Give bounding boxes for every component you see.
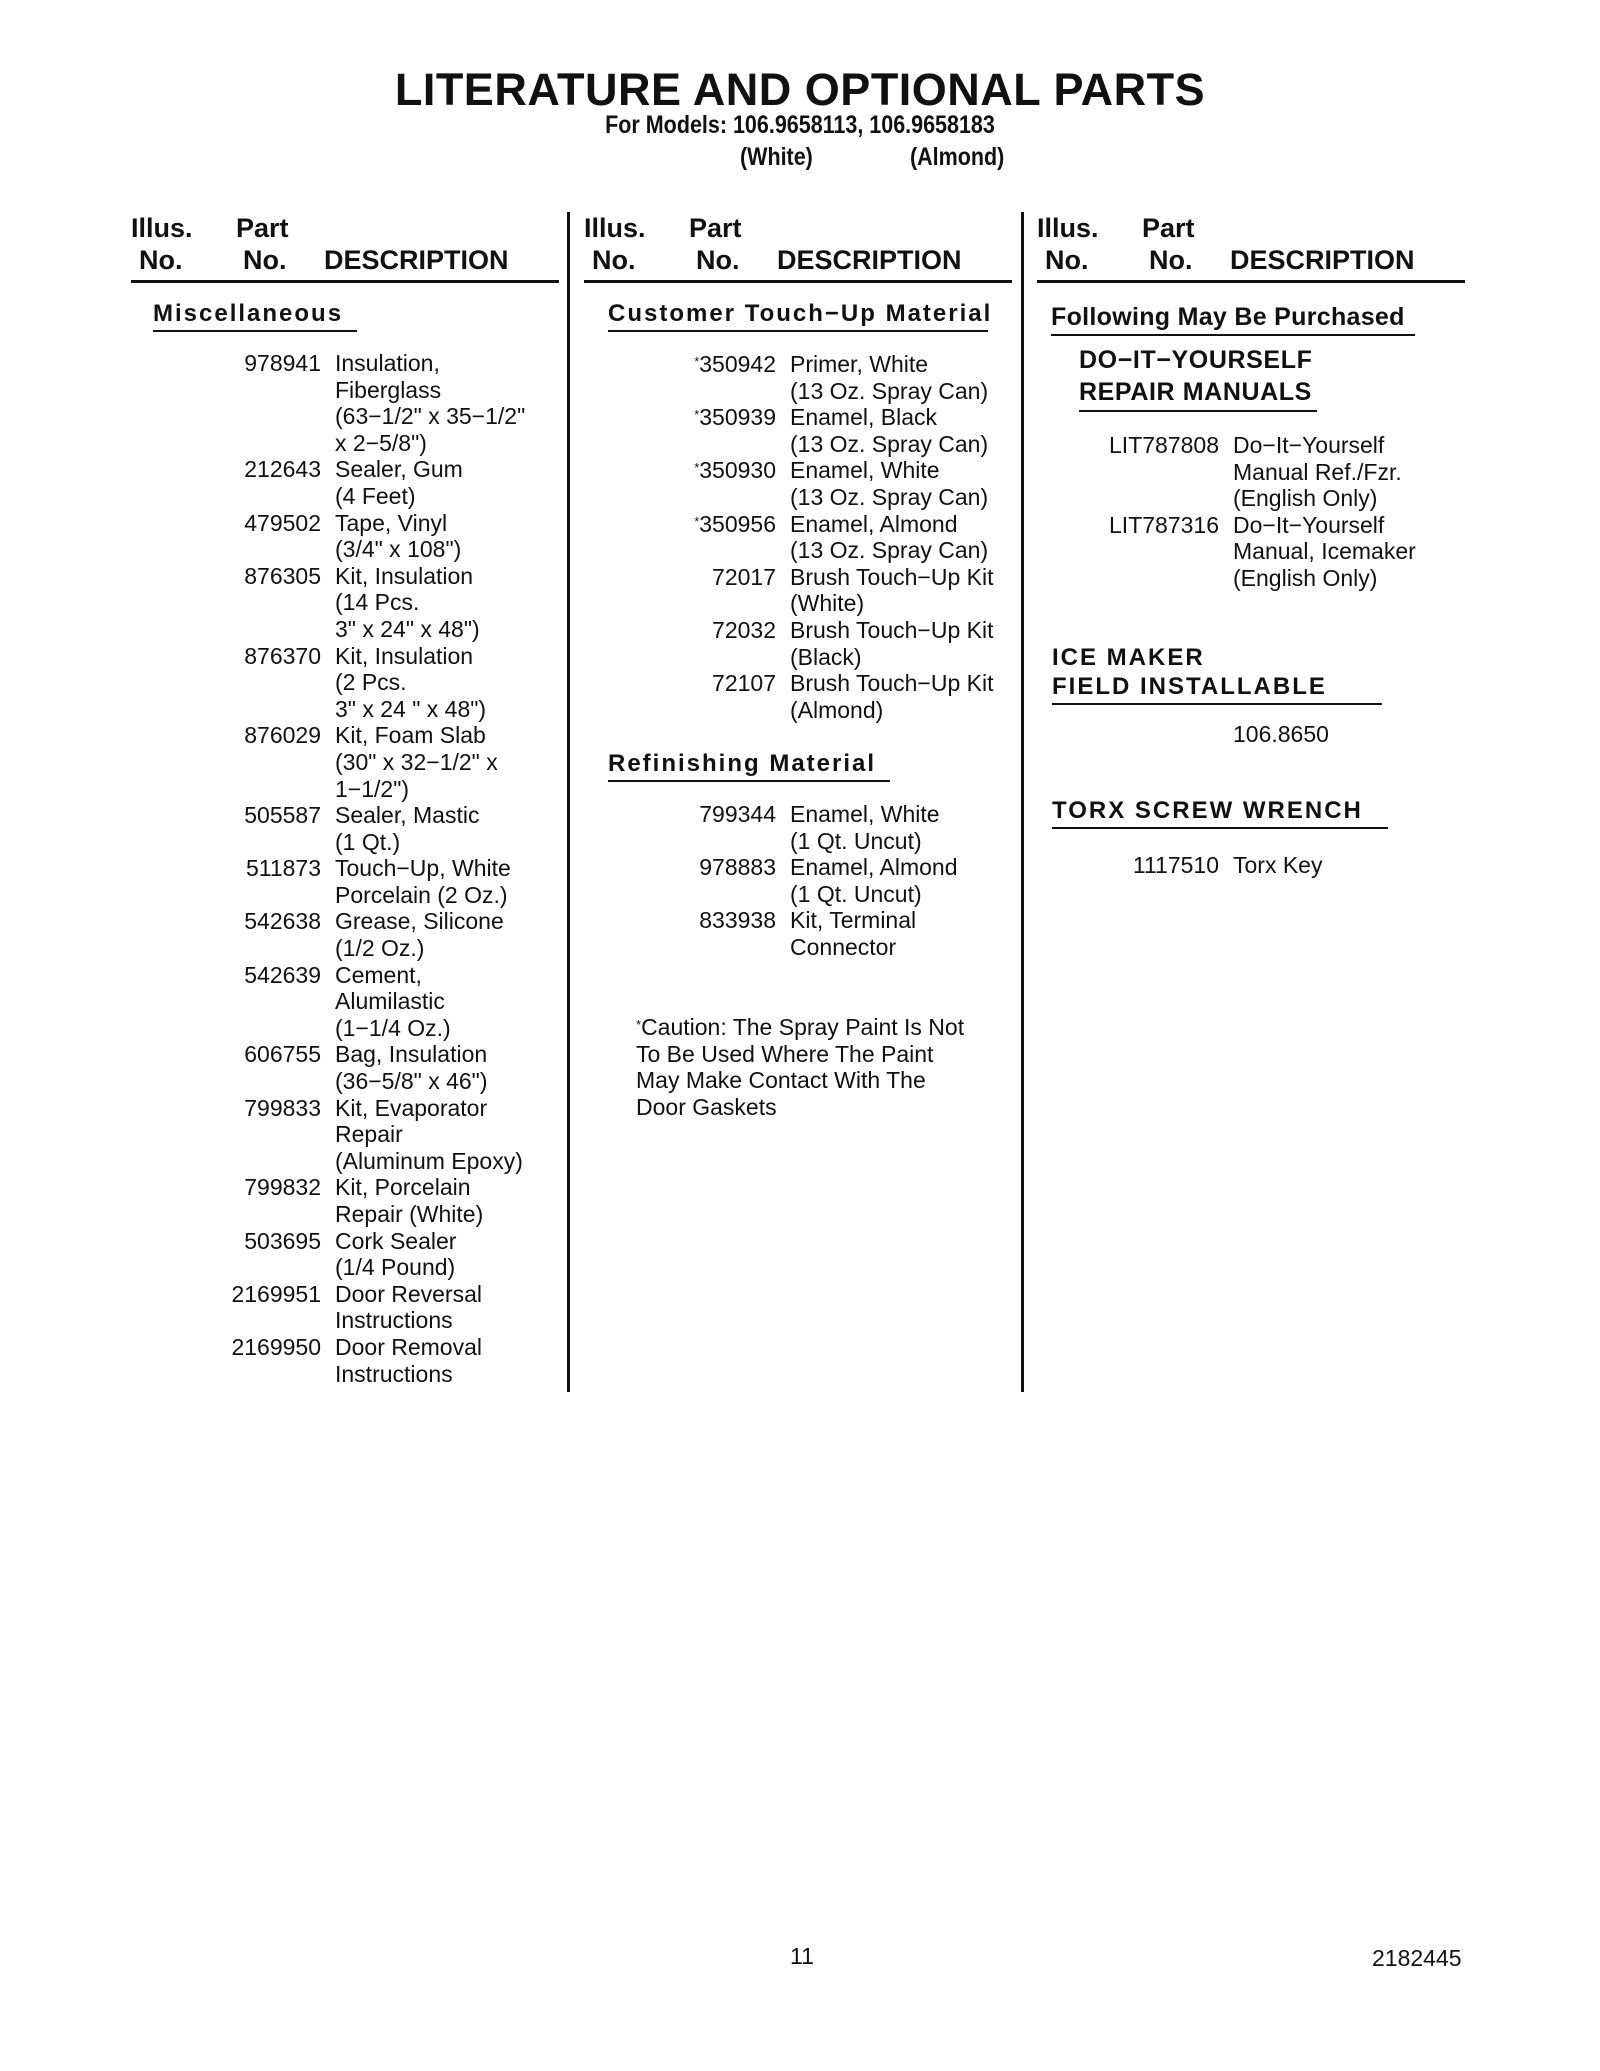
part-number-value: 542639 <box>244 961 321 988</box>
part-number <box>694 404 776 431</box>
parts-list-touchup <box>694 351 1020 723</box>
column-header <box>1037 212 1465 283</box>
part-description: Torx Key <box>1233 852 1323 878</box>
icemaker-part-number: 106.8650 <box>1233 721 1329 747</box>
part-row <box>244 961 555 1042</box>
variant-white: (White) <box>740 143 813 171</box>
part-description: Primer, White (13 Oz. Spray Can) <box>790 351 989 404</box>
caution-text: Caution: The Spray Paint Is Not To Be Used Where The Paint May Make Contact With The Door Gaskets <box>636 1014 965 1120</box>
part-number <box>244 802 321 829</box>
header-description: DESCRIPTION <box>1230 245 1415 275</box>
column-3 <box>1037 212 1465 283</box>
part-number <box>1133 852 1219 879</box>
part-number <box>712 670 776 697</box>
part-row <box>244 1094 555 1175</box>
part-description: Touch−Up, White Porcelain (2 Oz.) <box>335 855 511 908</box>
part-number-value: LIT787316 <box>1109 511 1219 538</box>
parts-list-manuals <box>1109 432 1463 592</box>
header-illus: Illus. <box>1037 213 1099 243</box>
parts-list-torx <box>1132 852 1463 879</box>
part-description: Brush Touch−Up Kit (Almond) <box>790 670 994 723</box>
header-illus: Illus. <box>584 213 646 243</box>
part-number <box>244 456 321 483</box>
part-number <box>244 350 321 377</box>
part-number-value: 978883 <box>699 854 776 881</box>
part-number <box>246 855 321 882</box>
part-description: Insulation, Fiberglass (63−1/2" x 35−1/2" x 2−5/8") <box>335 350 526 456</box>
part-row <box>244 1227 555 1281</box>
column-header <box>131 212 559 283</box>
header-illus-no: No. <box>1045 245 1089 275</box>
part-description: Brush Touch−Up Kit (Black) <box>790 616 994 670</box>
purchase-heading: Following May Be Purchased <box>1051 303 1415 336</box>
part-number <box>694 351 776 378</box>
part-number <box>244 908 321 935</box>
part-number-value: 350930 <box>699 457 776 484</box>
part-row <box>699 907 1020 960</box>
part-description: Cement, Alumilastic (1−1/4 Oz.) <box>335 961 451 1041</box>
header-part: Part <box>1142 213 1195 243</box>
part-row <box>712 616 1020 670</box>
caution-note <box>636 1014 1006 1120</box>
header-illus-no: No. <box>139 245 183 275</box>
part-number-value: 2169951 <box>231 1280 321 1307</box>
part-number <box>694 457 776 484</box>
part-number <box>244 563 321 590</box>
part-row <box>694 351 1020 404</box>
part-row <box>244 350 555 456</box>
part-number-value: LIT787808 <box>1109 432 1219 458</box>
part-number-value: 606755 <box>244 1041 321 1068</box>
part-description: Enamel, Black (13 Oz. Spray Can) <box>790 404 989 457</box>
part-number-value: 350942 <box>699 351 776 377</box>
part-number-value: 350956 <box>699 510 776 537</box>
variant-almond: (Almond) <box>910 143 1005 171</box>
header-part-no: No. <box>696 245 740 275</box>
header-illus-no: No. <box>592 245 636 275</box>
part-number-value: 833938 <box>699 907 776 934</box>
part-description: Brush Touch−Up Kit (White) <box>790 563 994 617</box>
part-row <box>244 722 555 802</box>
part-description: Grease, Silicone (1/2 Oz.) <box>335 908 504 962</box>
part-description: Enamel, White (1 Qt. Uncut) <box>790 801 940 854</box>
part-number-value: 799344 <box>699 801 776 827</box>
part-number-value: 350939 <box>699 404 776 431</box>
models-line: For Models: 106.9658113, 106.9658183 <box>605 111 995 139</box>
part-number <box>244 1174 321 1201</box>
part-description: Sealer, Mastic (1 Qt.) <box>335 802 480 855</box>
part-number-value: 503695 <box>244 1227 321 1254</box>
header-description: DESCRIPTION <box>324 245 509 275</box>
part-number-value: 876029 <box>244 722 321 749</box>
part-number <box>699 907 776 934</box>
part-description: Tape, Vinyl (3/4" x 108") <box>335 509 462 563</box>
column-1 <box>131 212 559 283</box>
part-row <box>231 1333 555 1387</box>
part-description: Enamel, Almond (1 Qt. Uncut) <box>790 854 958 907</box>
part-number-value: 72107 <box>712 670 776 697</box>
part-row <box>712 563 1020 617</box>
diy-manuals-heading: DO−IT−YOURSELF REPAIR MANUALS <box>1079 344 1317 412</box>
part-number-value: 1117510 <box>1132 852 1219 878</box>
part-row <box>244 1041 555 1095</box>
part-number <box>244 643 321 670</box>
part-row <box>231 1280 555 1334</box>
part-row <box>244 509 555 563</box>
part-row <box>699 854 1020 907</box>
part-description: Sealer, Gum (4 Feet) <box>335 456 463 509</box>
part-number-value: 479502 <box>244 509 321 536</box>
part-number <box>699 854 776 881</box>
part-row <box>1109 511 1463 592</box>
parts-list-refinishing <box>699 801 1020 961</box>
part-row <box>1109 432 1463 512</box>
part-number-value: 876370 <box>244 642 321 669</box>
part-description: Enamel, Almond (13 Oz. Spray Can) <box>790 510 989 564</box>
column-divider <box>567 212 570 1392</box>
page-number: 11 <box>790 1943 814 1969</box>
part-row <box>244 642 555 723</box>
part-description: Do−It−Yourself Manual, Icemaker (English Only) <box>1233 511 1416 591</box>
part-number <box>244 1095 321 1122</box>
part-row <box>694 510 1020 564</box>
part-description: Kit, Foam Slab (30" x 32−1/2" x 1−1/2") <box>335 722 498 802</box>
part-row <box>244 908 555 962</box>
header-illus: Illus. <box>131 213 193 243</box>
section-miscellaneous: Miscellaneous <box>153 300 357 332</box>
part-row <box>244 802 555 855</box>
section-refinishing: Refinishing Material <box>608 750 890 782</box>
part-row <box>699 801 1020 854</box>
part-number-value: 876305 <box>244 562 321 589</box>
part-description: Kit, Insulation (2 Pcs. 3" x 24 " x 48") <box>335 642 487 722</box>
torx-heading: TORX SCREW WRENCH <box>1052 797 1388 829</box>
part-number <box>694 511 776 538</box>
asterisk-mark: * <box>694 513 700 529</box>
column-divider <box>1021 212 1024 1392</box>
part-number-value: 511873 <box>245 855 321 882</box>
part-description: Kit, Porcelain Repair (White) <box>335 1174 484 1227</box>
part-number <box>712 564 776 591</box>
header-part-no: No. <box>243 245 287 275</box>
part-number <box>244 962 321 989</box>
part-number <box>244 510 321 537</box>
column-2 <box>584 212 1012 283</box>
parts-list-miscellaneous <box>231 350 555 1387</box>
part-description: Cork Sealer (1/4 Pound) <box>335 1227 457 1281</box>
part-row <box>244 1174 555 1227</box>
part-description: Enamel, White (13 Oz. Spray Can) <box>790 457 989 510</box>
page-title: LITERATURE AND OPTIONAL PARTS <box>394 64 1206 115</box>
part-description: Bag, Insulation (36−5/8" x 46") <box>335 1041 488 1095</box>
asterisk-mark: * <box>694 460 700 476</box>
part-number-value: 542638 <box>244 908 321 935</box>
part-row <box>244 562 555 643</box>
icemaker-heading: ICE MAKER FIELD INSTALLABLE <box>1052 643 1382 705</box>
part-number-value: 2169950 <box>231 1333 321 1360</box>
model-variants <box>0 143 1600 175</box>
part-number <box>712 617 776 644</box>
part-number <box>231 1281 321 1308</box>
part-row <box>244 456 555 509</box>
part-description: Kit, Insulation (14 Pcs. 3" x 24" x 48") <box>335 562 480 642</box>
part-description: Kit, Evaporator Repair (Aluminum Epoxy) <box>335 1094 523 1174</box>
part-number <box>244 1041 321 1068</box>
part-number <box>699 801 776 828</box>
part-number <box>1109 512 1219 539</box>
document-number: 2182445 <box>1372 1945 1462 1971</box>
part-number-value: 505587 <box>244 802 321 829</box>
section-customer-touchup: Customer Touch−Up Material <box>608 300 988 332</box>
part-number <box>231 1334 321 1361</box>
part-description: Door Reversal Instructions <box>335 1280 482 1334</box>
header-description: DESCRIPTION <box>777 245 962 275</box>
part-number <box>244 722 321 749</box>
part-number-value: 799833 <box>244 1094 321 1121</box>
header-part-no: No. <box>1149 245 1193 275</box>
part-row <box>694 457 1020 510</box>
part-row <box>712 670 1020 723</box>
header-part: Part <box>236 213 289 243</box>
part-number-value: 978941 <box>244 350 321 376</box>
part-row <box>1132 852 1463 879</box>
part-number-value: 799832 <box>244 1174 321 1201</box>
part-number-value: 212643 <box>244 456 321 483</box>
header-part: Part <box>689 213 742 243</box>
part-number <box>244 1228 321 1255</box>
part-number-value: 72017 <box>712 563 776 590</box>
part-description: Kit, Terminal Connector <box>790 907 917 960</box>
asterisk-mark: * <box>694 354 700 369</box>
asterisk-mark: * <box>636 1017 642 1032</box>
part-row <box>245 855 555 908</box>
part-description: Do−It−Yourself Manual Ref./Fzr. (English Only) <box>1233 432 1402 512</box>
part-number <box>1109 432 1219 459</box>
column-header <box>584 212 1012 283</box>
part-description: Door Removal Instructions <box>335 1333 482 1387</box>
asterisk-mark: * <box>694 407 700 423</box>
part-number-value: 72032 <box>712 616 776 643</box>
part-row <box>694 404 1020 457</box>
